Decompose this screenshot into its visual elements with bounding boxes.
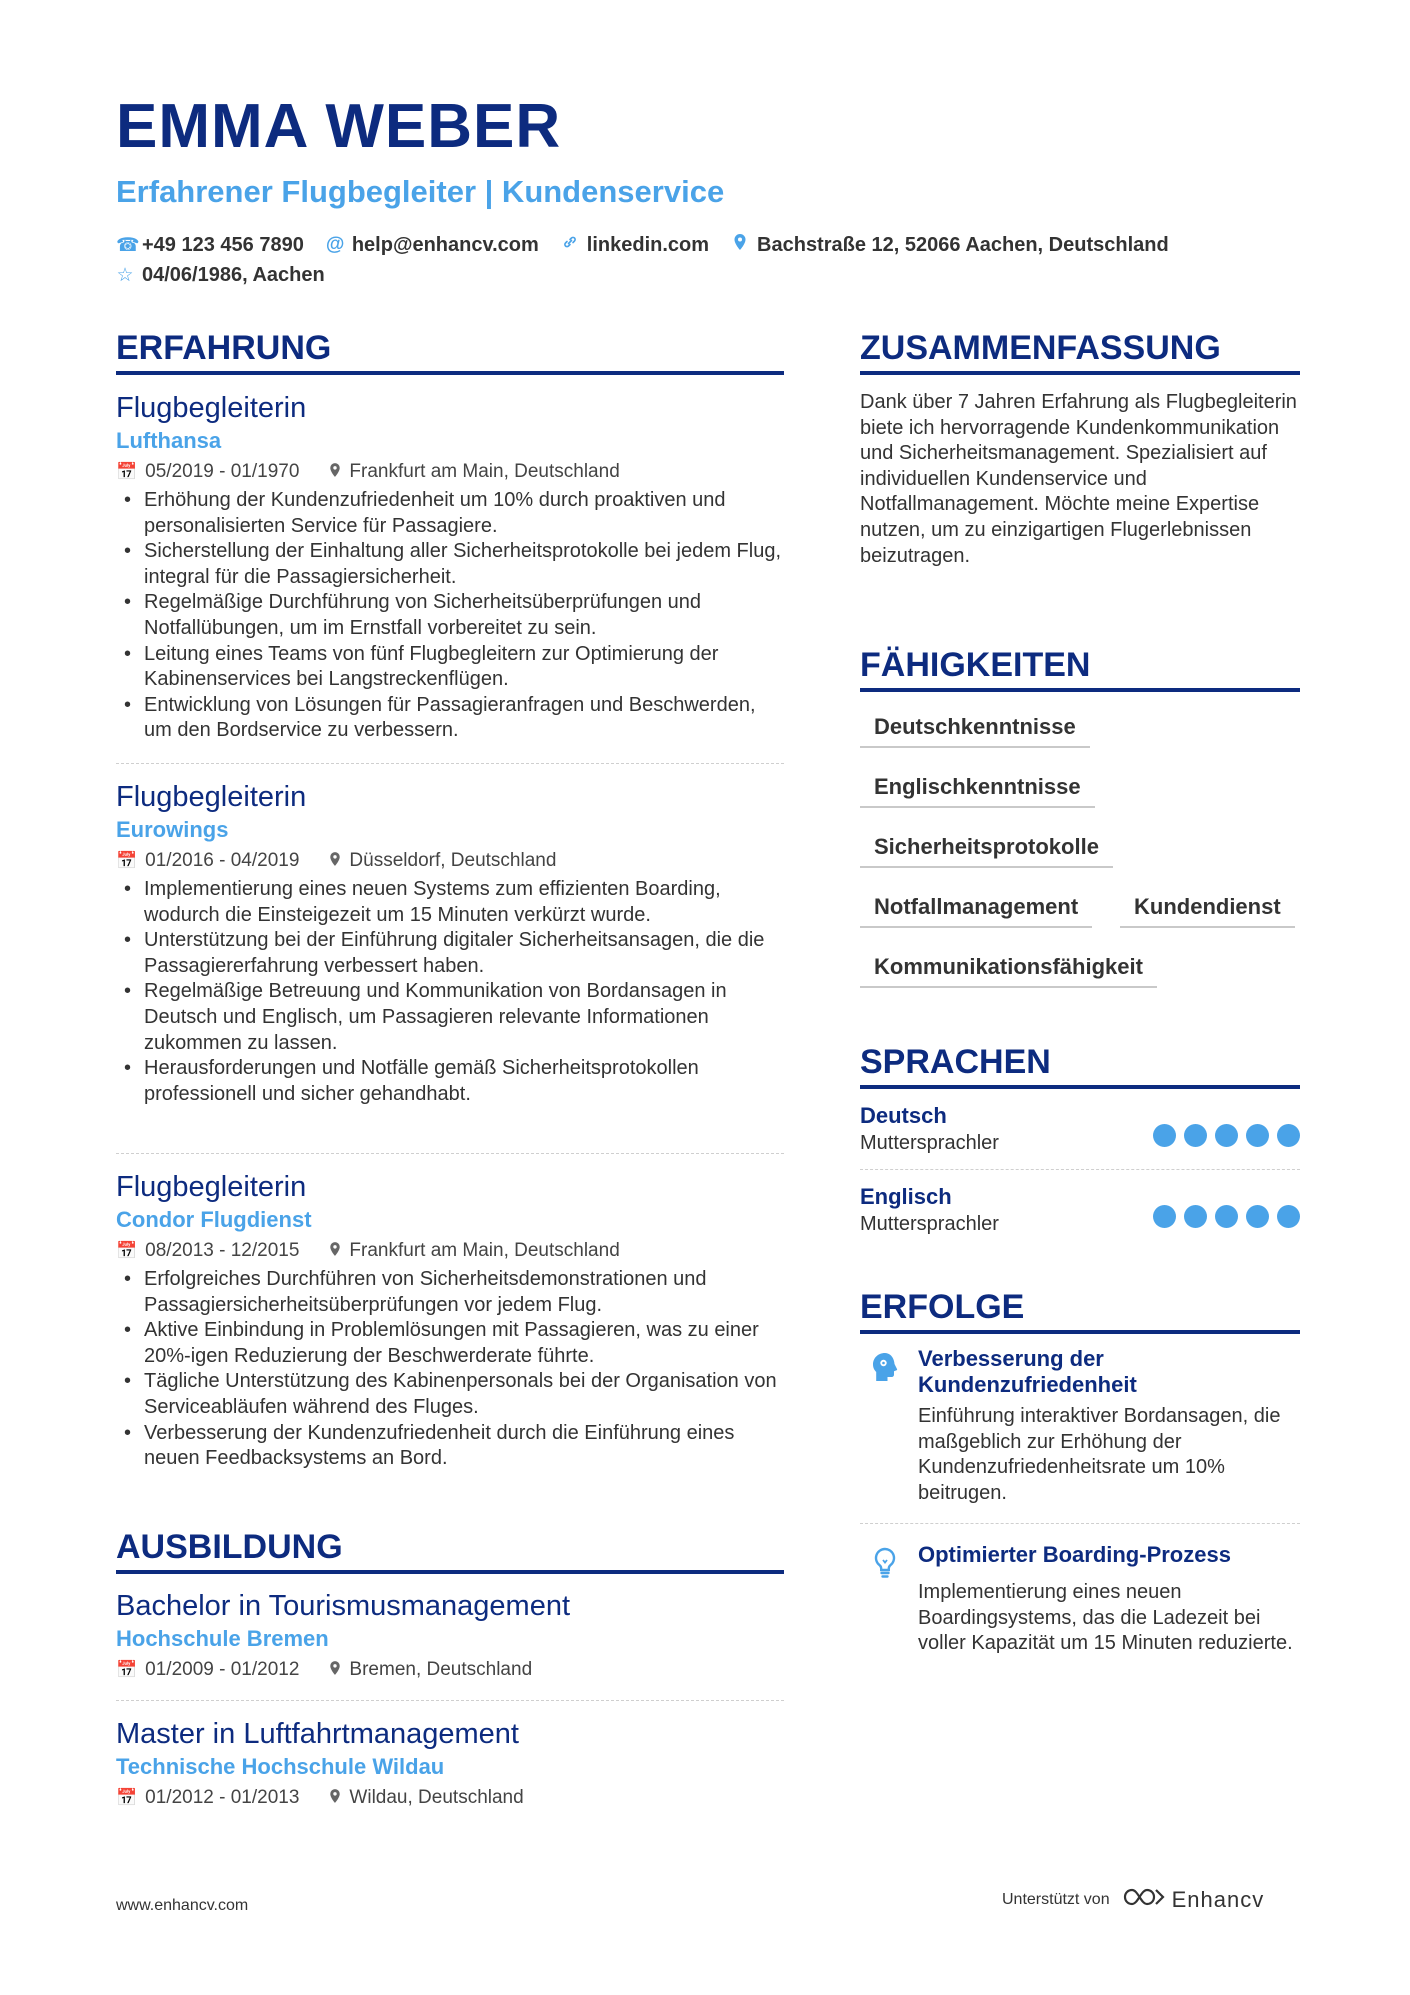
bullet-item: • Sicherstellung der Einhaltung aller Sicherheitsprotokolle bei jedem Flug, integral für die Passagiersicherheit. (116, 539, 784, 590)
job-bullets (116, 1267, 784, 1472)
skill-tag: Englischkenntnisse (860, 766, 1095, 808)
birth-text: 04/06/1986, Aachen (142, 263, 325, 286)
section-heading-languages: SPRACHEN (860, 1043, 1051, 1081)
achievement-title: Optimierter Boarding-Prozess (918, 1542, 1231, 1567)
language-rating (1145, 1124, 1300, 1147)
degree-title: Master in Luftfahrtmanagement (116, 1718, 519, 1750)
job-bullets (116, 877, 784, 1107)
bullet-item: • Regelmäßige Betreuung und Kommunikation von Bordansagen in Deutsch und Englisch, um Passagieren relevante Informationen zukommen zu lassen. (116, 979, 784, 1056)
degree-title: Bachelor in Tourismusmanagement (116, 1590, 571, 1622)
skill-tag: Kundendienst (1120, 886, 1295, 928)
bullet-item: • Entwicklung von Lösungen für Passagieranfragen und Beschwerden, um den Bordservice zu verbessern. (116, 693, 784, 744)
language-name: Englisch (860, 1184, 952, 1209)
language-level: Muttersprachler (860, 1132, 999, 1154)
job-company: Lufthansa (116, 428, 222, 453)
section-rule-education (116, 1570, 784, 1574)
language-rating (1145, 1205, 1300, 1228)
rating-dot (1246, 1205, 1269, 1228)
language-entry-1 (860, 1102, 1300, 1156)
language-entry-2 (860, 1183, 1300, 1237)
skill-tag: Kommunikationsfähigkeit (860, 946, 1157, 988)
linkedin-text[interactable]: linkedin.com (586, 233, 710, 256)
education-meta (116, 1654, 784, 1686)
head-icon (868, 1350, 902, 1384)
rating-dot (1184, 1205, 1207, 1228)
powered-by-text: Unterstützt von (1002, 1890, 1110, 1908)
divider (116, 1700, 784, 1701)
job-dates: 08/2013 - 12/2015 (145, 1240, 300, 1261)
divider (860, 1169, 1300, 1170)
section-rule-achievements (860, 1330, 1300, 1334)
bullet-item: • Implementierung eines neuen Systems zum effizienten Boarding, wodurch die Einsteigezeit um 15 Minuten verkürzt wurde. (116, 877, 784, 928)
job-location: Frankfurt am Main, Deutschland (349, 1240, 620, 1261)
rating-dot (1184, 1124, 1207, 1147)
location-pin-icon (731, 233, 749, 257)
school-name: Technische Hochschule Wildau (116, 1754, 445, 1779)
bullet-item: • Erfolgreiches Durchführen von Sicherheitsdemonstrationen und Passagiersicherheitsüberprüfungen vor jedem Flug. (116, 1267, 784, 1318)
brand-name: Enhancv (1171, 1886, 1265, 1912)
education-meta (116, 1782, 784, 1814)
experience-entry-1 (116, 390, 784, 744)
bullet-item: • Erhöhung der Kundenzufriedenheit um 10% durch proaktiven und personalisierten Service für Passagiere. (116, 488, 784, 539)
rating-dot (1153, 1205, 1176, 1228)
education-dates: 01/2009 - 01/2012 (145, 1659, 300, 1680)
job-dates: 05/2019 - 01/1970 (145, 461, 300, 482)
bullet-item: • Tägliche Unterstützung des Kabinenpersonals bei der Organisation von Serviceabläufen während des Fluges. (116, 1369, 784, 1420)
enhancv-logo-icon (1122, 1886, 1166, 1913)
achievement-description: Einführung interaktiver Bordansagen, die maßgeblich zur Erhöhung der Kundenzufriedenheitsrate um 10% beitrugen. (918, 1405, 1281, 1504)
calendar-icon: 📅 (116, 1788, 138, 1807)
experience-entry-2 (116, 779, 784, 1107)
divider (116, 763, 784, 764)
star-icon: ☆ (116, 264, 134, 286)
job-title: Flugbegleiterin (116, 392, 307, 424)
language-level: Muttersprachler (860, 1213, 999, 1235)
skill-tag: Deutschkenntnisse (860, 706, 1090, 748)
job-dates: 01/2016 - 04/2019 (145, 850, 300, 871)
footer-website[interactable]: www.enhancv.com (116, 1897, 249, 1914)
rating-dot (1277, 1205, 1300, 1228)
skill-tag: Notfallmanagement (860, 886, 1092, 928)
calendar-icon: 📅 (116, 462, 138, 481)
lightbulb-icon (868, 1546, 902, 1580)
contact-address (731, 233, 1169, 257)
phone-text: +49 123 456 7890 (142, 233, 304, 256)
job-bullets (116, 488, 784, 744)
contact-info (116, 230, 1296, 290)
divider (116, 1153, 784, 1154)
job-company: Condor Flugdienst (116, 1207, 312, 1232)
job-location: Düsseldorf, Deutschland (349, 850, 557, 871)
location-pin-icon (329, 462, 341, 483)
calendar-icon: 📅 (116, 1241, 138, 1260)
calendar-icon: 📅 (116, 851, 138, 870)
contact-email[interactable] (326, 234, 539, 257)
candidate-name: EMMA WEBER (116, 92, 562, 161)
school-name: Hochschule Bremen (116, 1626, 329, 1651)
education-dates: 01/2012 - 01/2013 (145, 1787, 300, 1808)
job-meta (116, 1235, 784, 1267)
job-title: Flugbegleiterin (116, 781, 307, 813)
location-pin-icon (329, 851, 341, 872)
experience-entry-3 (116, 1169, 784, 1472)
rating-dot (1246, 1124, 1269, 1147)
phone-icon: ☎ (116, 234, 140, 256)
education-location: Bremen, Deutschland (349, 1659, 533, 1680)
education-entry-2 (116, 1716, 784, 1814)
link-icon (561, 234, 579, 256)
rating-dot (1215, 1124, 1238, 1147)
education-entry-1 (116, 1588, 784, 1686)
language-name: Deutsch (860, 1103, 947, 1128)
rating-dot (1277, 1124, 1300, 1147)
section-rule-skills (860, 688, 1300, 692)
job-meta (116, 456, 784, 488)
achievement-description: Implementierung eines neuen Boardingsystems, das die Ladezeit bei voller Kapazität um 15 Minuten reduzierte. (918, 1581, 1293, 1655)
footer-branding (1002, 1886, 1264, 1913)
job-title: Flugbegleiterin (116, 1171, 307, 1203)
address-text: Bachstraße 12, 52066 Aachen, Deutschland (757, 233, 1169, 256)
candidate-title: Erfahrener Flugbegleiter | Kundenservice (116, 174, 725, 209)
education-location: Wildau, Deutschland (349, 1787, 524, 1808)
job-location: Frankfurt am Main, Deutschland (349, 461, 620, 482)
email-text[interactable]: help@enhancv.com (351, 233, 539, 256)
achievement-title: Verbesserung der Kundenzufriedenheit (918, 1346, 1137, 1397)
job-company: Eurowings (116, 817, 229, 842)
contact-birth (116, 264, 325, 287)
location-pin-icon (329, 1241, 341, 1262)
bullet-item: • Leitung eines Teams von fünf Flugbegleitern zur Optimierung der Kabinenservices bei Langstreckenflügen. (116, 642, 784, 693)
section-rule-languages (860, 1085, 1300, 1089)
bullet-item: • Unterstützung bei der Einführung digitaler Sicherheitsansagen, die die Passagiererfahrung verbessert haben. (116, 928, 784, 979)
contact-linkedin[interactable] (561, 234, 709, 257)
job-meta (116, 845, 784, 877)
section-heading-summary: ZUSAMMENFASSUNG (860, 329, 1221, 367)
section-rule-summary (860, 371, 1300, 375)
at-icon: @ (325, 234, 345, 255)
contact-phone (116, 234, 304, 257)
summary-text: Dank über 7 Jahren Erfahrung als Flugbegleiterin biete ich hervorragende Kundenkommunikation und Sicherheitsmanagement. Spezialisiert auf individuellen Kundenservice und Notfallmanagement. Möchte meine Expertise nutzen, um zu einzigartigen Flugerlebnissen beizutragen. (860, 391, 1297, 567)
divider (860, 1523, 1300, 1524)
location-pin-icon (329, 1660, 341, 1681)
section-heading-experience: ERFAHRUNG (116, 329, 332, 367)
bullet-item: • Herausforderungen und Notfälle gemäß Sicherheitsprotokollen professionell und sicher gehandhabt. (116, 1056, 784, 1107)
section-heading-skills: FÄHIGKEITEN (860, 646, 1091, 684)
rating-dot (1153, 1124, 1176, 1147)
skill-tag: Sicherheitsprotokolle (860, 826, 1113, 868)
section-heading-education: AUSBILDUNG (116, 1528, 343, 1566)
bullet-item: • Aktive Einbindung in Problemlösungen mit Passagieren, was zu einer 20%-igen Reduzierung der Beschwerderate führte. (116, 1318, 784, 1369)
rating-dot (1215, 1205, 1238, 1228)
bullet-item: • Regelmäßige Durchführung von Sicherheitsüberprüfungen und Notfallübungen, um im Ernstfall vorbereitet zu sein. (116, 590, 784, 641)
bullet-item: • Verbesserung der Kundenzufriedenheit durch die Einführung eines neuen Feedbacksystems an Bord. (116, 1421, 784, 1472)
calendar-icon: 📅 (116, 1660, 138, 1679)
location-pin-icon (329, 1788, 341, 1809)
section-rule-experience (116, 371, 784, 375)
section-heading-achievements: ERFOLGE (860, 1288, 1025, 1326)
